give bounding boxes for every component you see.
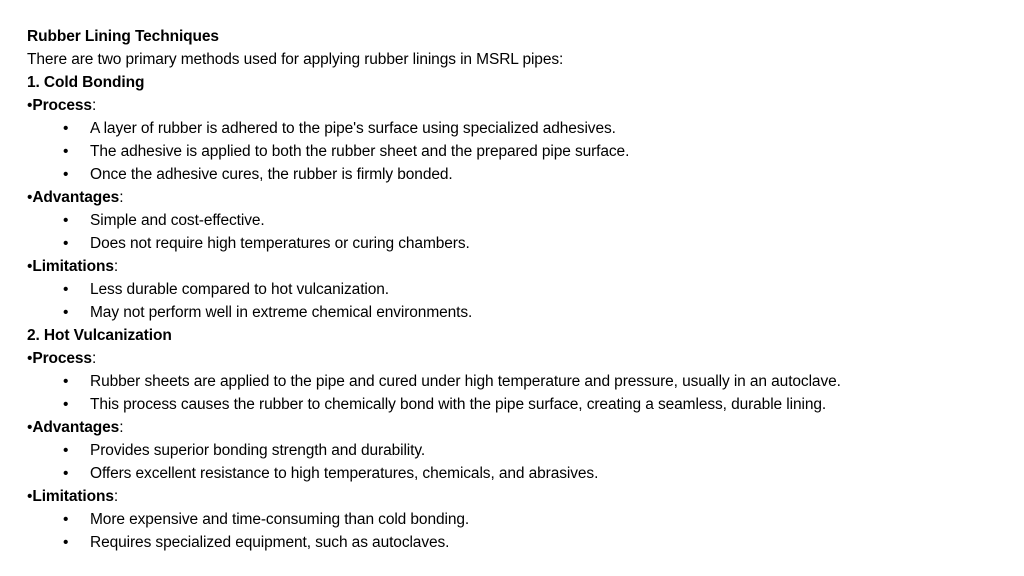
group-label-line [27, 186, 1017, 209]
list-item-text: Offers excellent resistance to high temperatures, chemicals, and abrasives. [90, 465, 599, 482]
list-item [27, 531, 1017, 554]
list-item-text: Provides superior bonding strength and durability. [90, 442, 426, 459]
group-label-colon: : [113, 258, 119, 275]
bullet-glyph: • [63, 235, 69, 252]
bullet-glyph: • [27, 258, 33, 275]
slide-content [27, 25, 1017, 554]
list-item-text: Simple and cost-effective. [90, 212, 265, 229]
group-label-colon: : [91, 97, 97, 114]
sections-container [27, 71, 1017, 554]
bullet-glyph: • [27, 350, 33, 367]
group-label: Limitations [32, 258, 114, 275]
list-item [27, 439, 1017, 462]
bullet-glyph: • [63, 304, 69, 321]
bullet-glyph: • [63, 166, 69, 183]
list-item [27, 462, 1017, 485]
group-label: Limitations [32, 488, 114, 505]
bullet-glyph: • [63, 120, 69, 137]
list-item-text: This process causes the rubber to chemically bond with the pipe surface, creating a seamless, durable lining. [90, 396, 827, 413]
list-item-text: More expensive and time-consuming than cold bonding. [90, 511, 470, 528]
list-item [27, 232, 1017, 255]
bullet-glyph: • [63, 396, 69, 413]
group-label-line [27, 94, 1017, 117]
group-label-colon: : [119, 419, 124, 436]
bullet-glyph: • [63, 212, 69, 229]
list-item-text: Rubber sheets are applied to the pipe and cured under high temperature and pressure, usually in an autoclave. [90, 373, 841, 390]
list-item [27, 117, 1017, 140]
list-item [27, 209, 1017, 232]
group-label-line [27, 485, 1017, 508]
bullet-glyph: • [27, 419, 33, 436]
group-label-line [27, 347, 1017, 370]
list-item [27, 278, 1017, 301]
list-item [27, 393, 1017, 416]
group-label-colon: : [113, 488, 119, 505]
bullet-glyph: • [63, 511, 69, 528]
list-item-text: A layer of rubber is adhered to the pipe's surface using specialized adhesives. [90, 120, 616, 137]
group-label-colon: : [119, 189, 124, 206]
list-item-text: May not perform well in extreme chemical environments. [90, 304, 473, 321]
bullet-glyph: • [63, 534, 69, 551]
list-item-text: Requires specialized equipment, such as autoclaves. [90, 534, 450, 551]
list-item [27, 163, 1017, 186]
group-label: Process [32, 97, 92, 114]
group-label: Advantages [32, 419, 120, 436]
bullet-glyph: • [63, 465, 69, 482]
intro-text: There are two primary methods used for applying rubber linings in MSRL pipes: [27, 51, 564, 68]
list-item-text: Once the adhesive cures, the rubber is firmly bonded. [90, 166, 453, 183]
list-item [27, 140, 1017, 163]
bullet-glyph: • [27, 97, 33, 114]
bullet-glyph: • [27, 189, 33, 206]
list-item [27, 370, 1017, 393]
list-item [27, 508, 1017, 531]
bullet-glyph: • [63, 281, 69, 298]
page-title: Rubber Lining Techniques [27, 28, 219, 45]
group-label-line [27, 416, 1017, 439]
group-label: Advantages [32, 189, 120, 206]
list-item-text: Less durable compared to hot vulcanization. [90, 281, 389, 298]
bullet-glyph: • [63, 442, 69, 459]
group-label-line [27, 255, 1017, 278]
bullet-glyph: • [27, 488, 33, 505]
section-heading: 2. Hot Vulcanization [27, 327, 172, 344]
list-item [27, 301, 1017, 324]
group-label-colon: : [91, 350, 97, 367]
bullet-glyph: • [63, 373, 69, 390]
bullet-glyph: • [63, 143, 69, 160]
list-item-text: Does not require high temperatures or curing chambers. [90, 235, 470, 252]
group-label: Process [32, 350, 92, 367]
section-heading: 1. Cold Bonding [27, 74, 145, 91]
list-item-text: The adhesive is applied to both the rubber sheet and the prepared pipe surface. [90, 143, 630, 160]
